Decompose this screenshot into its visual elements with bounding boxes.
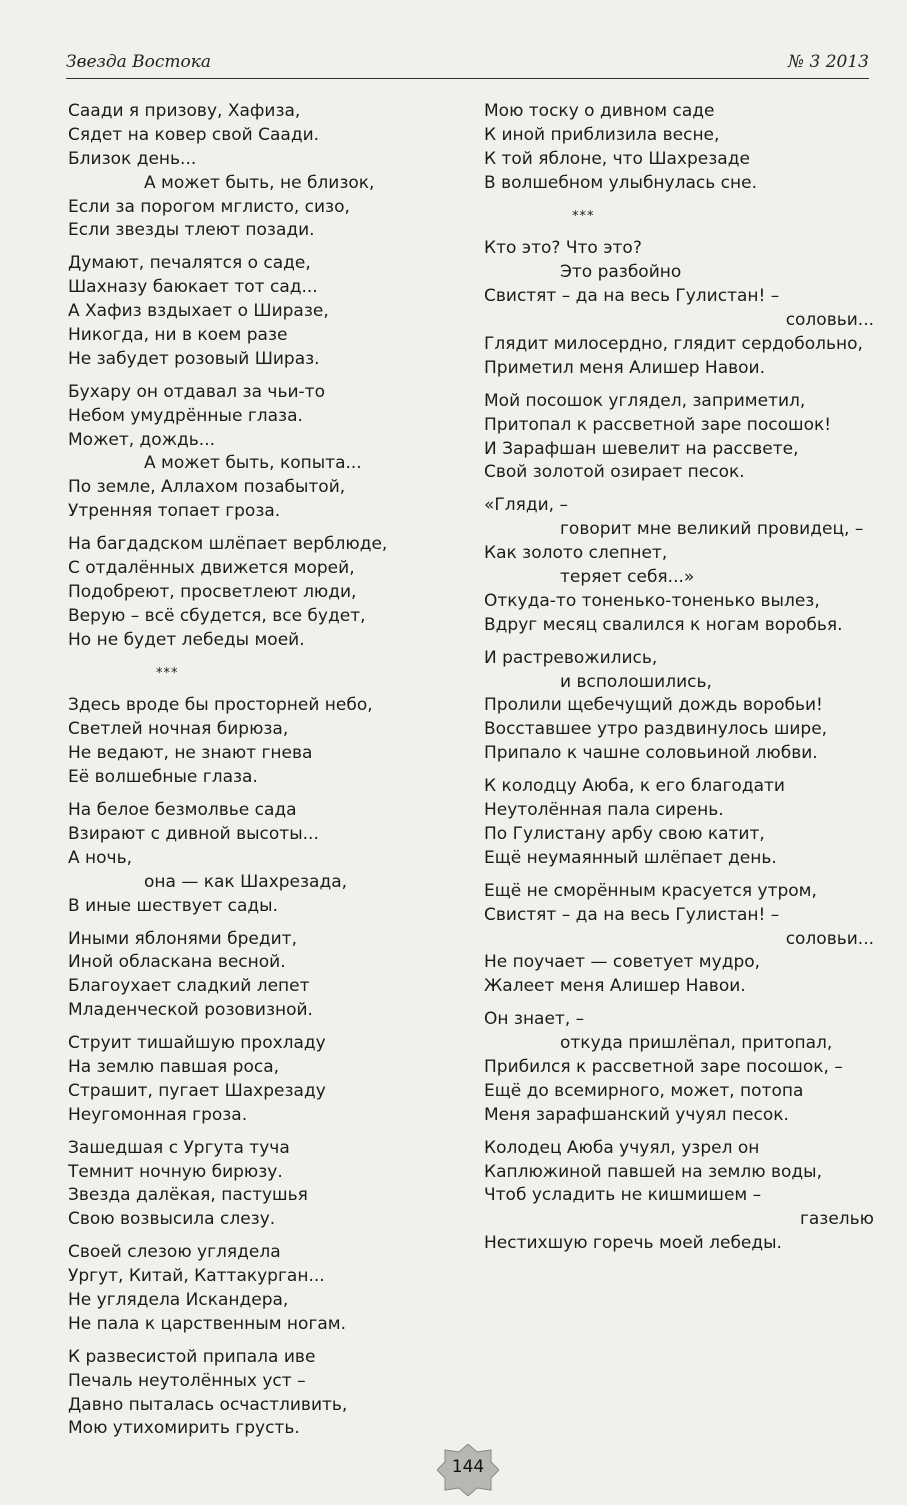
verse-line: Свою возвысила слезу.	[68, 1209, 276, 1230]
verse-line: Жалеет меня Алишер Навои.	[484, 976, 746, 997]
verse-line: На белое безмолвье сада	[68, 800, 297, 821]
verse-line: Это разбойно	[560, 262, 682, 283]
verse-line: она — как Шахрезада,	[144, 871, 348, 892]
stanza	[484, 1008, 874, 1127]
verse-line: Темнит ночную бирюзу.	[68, 1161, 283, 1182]
stanza	[484, 494, 874, 637]
verse-line: К иной приблизила весне,	[484, 124, 720, 145]
verse-line: Давно пыталась осчастливить,	[68, 1394, 348, 1415]
verse-line: Неугомонная гроза.	[68, 1104, 248, 1125]
verse-line: Кто это? Что это?	[484, 238, 642, 259]
poem-column-right	[484, 100, 874, 1265]
verse-line: В иные шествует сады.	[68, 895, 278, 916]
verse-line: В волшебном улыбнулась сне.	[484, 172, 757, 193]
page-number-badge	[437, 1444, 499, 1496]
journal-title: Звезда Востока	[66, 52, 212, 72]
verse-line: Свой золотой озирает песок.	[484, 462, 745, 483]
verse-line: говорит мне великий провидец, –	[560, 519, 864, 540]
poem-column-left	[68, 100, 463, 1450]
verse-line: Но не будет лебеды моей.	[68, 629, 305, 650]
verse-line: Глядит милосердно, глядит сердобольно,	[484, 334, 863, 355]
verse-line: Может, дождь...	[68, 429, 216, 450]
verse-line: А может быть, копыта...	[144, 453, 362, 474]
verse-line: По земле, Аллахом позабытой,	[68, 477, 346, 498]
verse-line: соловьи...	[785, 310, 874, 331]
verse-line: Ещё до всемирного, может, потопа	[484, 1080, 804, 1101]
verse-line: Притопал к рассветной заре посошок!	[484, 414, 832, 435]
stanza	[68, 799, 463, 918]
verse-line: Не углядела Искандера,	[68, 1289, 289, 1310]
verse-line: Зашедшая с Ургута туча	[68, 1137, 290, 1158]
verse-line: Младенческой розовизной.	[68, 1000, 313, 1021]
verse-line: К колодцу Аюба, к его благодати	[484, 776, 785, 797]
verse-line: Он знает, –	[484, 1009, 585, 1030]
verse-line: На землю павшая роса,	[68, 1056, 280, 1077]
verse-line: и всполошились,	[560, 671, 712, 692]
stanza	[68, 694, 463, 790]
verse-line: Думают, печалятся о саде,	[68, 253, 311, 274]
verse-line: Никогда, ни в коем разе	[68, 325, 288, 346]
verse-line: Откуда-то тоненько-тоненько вылез,	[484, 590, 820, 611]
verse-line: Мою тоску о дивном саде	[484, 101, 715, 121]
verse-line: Здесь вроде бы просторней небо,	[68, 695, 373, 716]
verse-line: А может быть, не близок,	[144, 172, 375, 193]
verse-line: Ургут, Китай, Каттакурган...	[68, 1266, 325, 1287]
verse-line: Подобреют, просветлеют люди,	[68, 581, 357, 602]
stanza	[68, 1346, 463, 1442]
stanza	[68, 381, 463, 524]
stanza	[484, 880, 874, 999]
verse-line: Взирают с дивной высоты...	[68, 823, 319, 844]
verse-line: Не ведают, не знают гнева	[68, 743, 313, 764]
verse-line: К той яблоне, что Шахрезаде	[484, 148, 750, 169]
verse-line: И Зарафшан шевелит на рассвете,	[484, 438, 799, 459]
stanza	[68, 662, 463, 686]
verse-line: Печаль неутолённых уст –	[68, 1370, 306, 1391]
verse-line: Саади я призову, Хафиза,	[68, 101, 301, 121]
verse-line: Бухару он отдавал за чьи-то	[68, 381, 325, 402]
verse-line: А ночь,	[68, 847, 133, 868]
verse-line: Неутолённая пала сирень.	[484, 800, 724, 821]
stanza	[68, 533, 463, 652]
verse-line: Страшит, пугает Шахрезаду	[68, 1080, 326, 1101]
issue-number: № 3 2013	[788, 52, 869, 72]
verse-line: Не забудет розовый Шираз.	[68, 348, 320, 369]
verse-line: Прибился к рассветной заре посошок, –	[484, 1056, 843, 1077]
verse-line: газелью	[799, 1209, 874, 1230]
verse-line: Иными яблонями бредит,	[68, 928, 297, 949]
verse-line: Сядет на ковер свой Саади.	[68, 124, 320, 145]
verse-line: Светлей ночная бирюза,	[68, 719, 289, 740]
verse-line: К развесистой припала иве	[68, 1346, 316, 1367]
verse-line: Своей слезою углядела	[68, 1242, 281, 1263]
verse-line: Благоухает сладкий лепет	[68, 976, 310, 997]
verse-line: Небом умудрённые глаза.	[68, 405, 303, 426]
verse-line: Чтоб усладить не кишмишем –	[484, 1185, 762, 1206]
stanza	[68, 1032, 463, 1128]
verse-line: Свистят – да на весь Гулистан! –	[484, 286, 780, 307]
verse-line: По Гулистану арбу свою катит,	[484, 823, 765, 844]
verse-line: Ещё неумаянный шлёпает день.	[484, 847, 777, 868]
verse-line: Восставшее утро раздвинулось шире,	[484, 719, 828, 740]
verse-line: Мою утихомирить грусть.	[68, 1418, 300, 1439]
verse-line: Припало к чашне соловьиной любви.	[484, 743, 818, 764]
stanza	[484, 390, 874, 486]
verse-line: Свистят – да на весь Гулистан! –	[484, 904, 780, 925]
verse-line: А Хафиз вздыхает о Ширазе,	[68, 301, 329, 322]
verse-line: Близок день...	[68, 148, 197, 169]
verse-line: Каплюжиной павшей на землю воды,	[484, 1161, 822, 1182]
verse-line: Её волшебные глаза.	[68, 767, 258, 788]
verse-line: Приметил меня Алишер Навои.	[484, 357, 765, 378]
verse-line: соловьи...	[785, 928, 874, 949]
verse-line: Струит тишайшую прохладу	[68, 1033, 326, 1054]
verse-line: На багдадском шлёпает верблюде,	[68, 534, 388, 555]
stanza	[484, 647, 874, 766]
verse-line: Не пала к царственным ногам.	[68, 1313, 347, 1334]
stanza	[68, 252, 463, 371]
verse-line: Мой посошок углядел, заприметил,	[484, 390, 806, 411]
verse-line: Иной обласкана весной.	[68, 952, 286, 973]
section-divider: ***	[572, 208, 595, 224]
verse-line: Не поучает — советует мудро,	[484, 952, 761, 973]
section-divider: ***	[156, 665, 179, 681]
page-number: 144	[451, 1457, 485, 1477]
stanza	[484, 237, 874, 380]
verse-line: Ещё не сморённым красуется утром,	[484, 880, 817, 901]
verse-line: Как золото слепнет,	[484, 543, 668, 564]
stanza	[484, 775, 874, 871]
verse-line: Нестихшую горечь моей лебеды.	[484, 1233, 782, 1254]
stanza	[68, 1137, 463, 1233]
verse-line: Пролили щебечущий дождь воробьи!	[484, 695, 823, 716]
verse-line: Меня зарафшанский учуял песок.	[484, 1104, 789, 1125]
verse-line: С отдалённых движется морей,	[68, 558, 355, 579]
verse-line: Верую – всё сбудется, все будет,	[68, 605, 366, 626]
stanza	[484, 1137, 874, 1256]
verse-line: Колодец Аюба учуял, узрел он	[484, 1137, 760, 1158]
stanza	[68, 928, 463, 1024]
verse-line: откуда пришлёпал, притопал,	[560, 1033, 833, 1054]
verse-line: И растревожились,	[484, 647, 658, 668]
stanza	[68, 1241, 463, 1337]
stanza	[68, 100, 463, 243]
stanza	[484, 205, 874, 229]
verse-line: Вдруг месяц свалился к ногам воробья.	[484, 614, 843, 635]
verse-line: теряет себя...»	[560, 567, 695, 588]
verse-line: «Гляди, –	[484, 495, 568, 516]
verse-line: Утренняя топает гроза.	[68, 501, 281, 522]
verse-line: Если звезды тлеют позади.	[68, 220, 315, 241]
verse-line: Звезда далёкая, пастушья	[68, 1185, 308, 1206]
stanza	[484, 100, 874, 196]
running-header	[66, 48, 869, 79]
verse-line: Шахназу баюкает тот сад...	[68, 277, 318, 298]
verse-line: Если за порогом мглисто, сизо,	[68, 196, 350, 217]
